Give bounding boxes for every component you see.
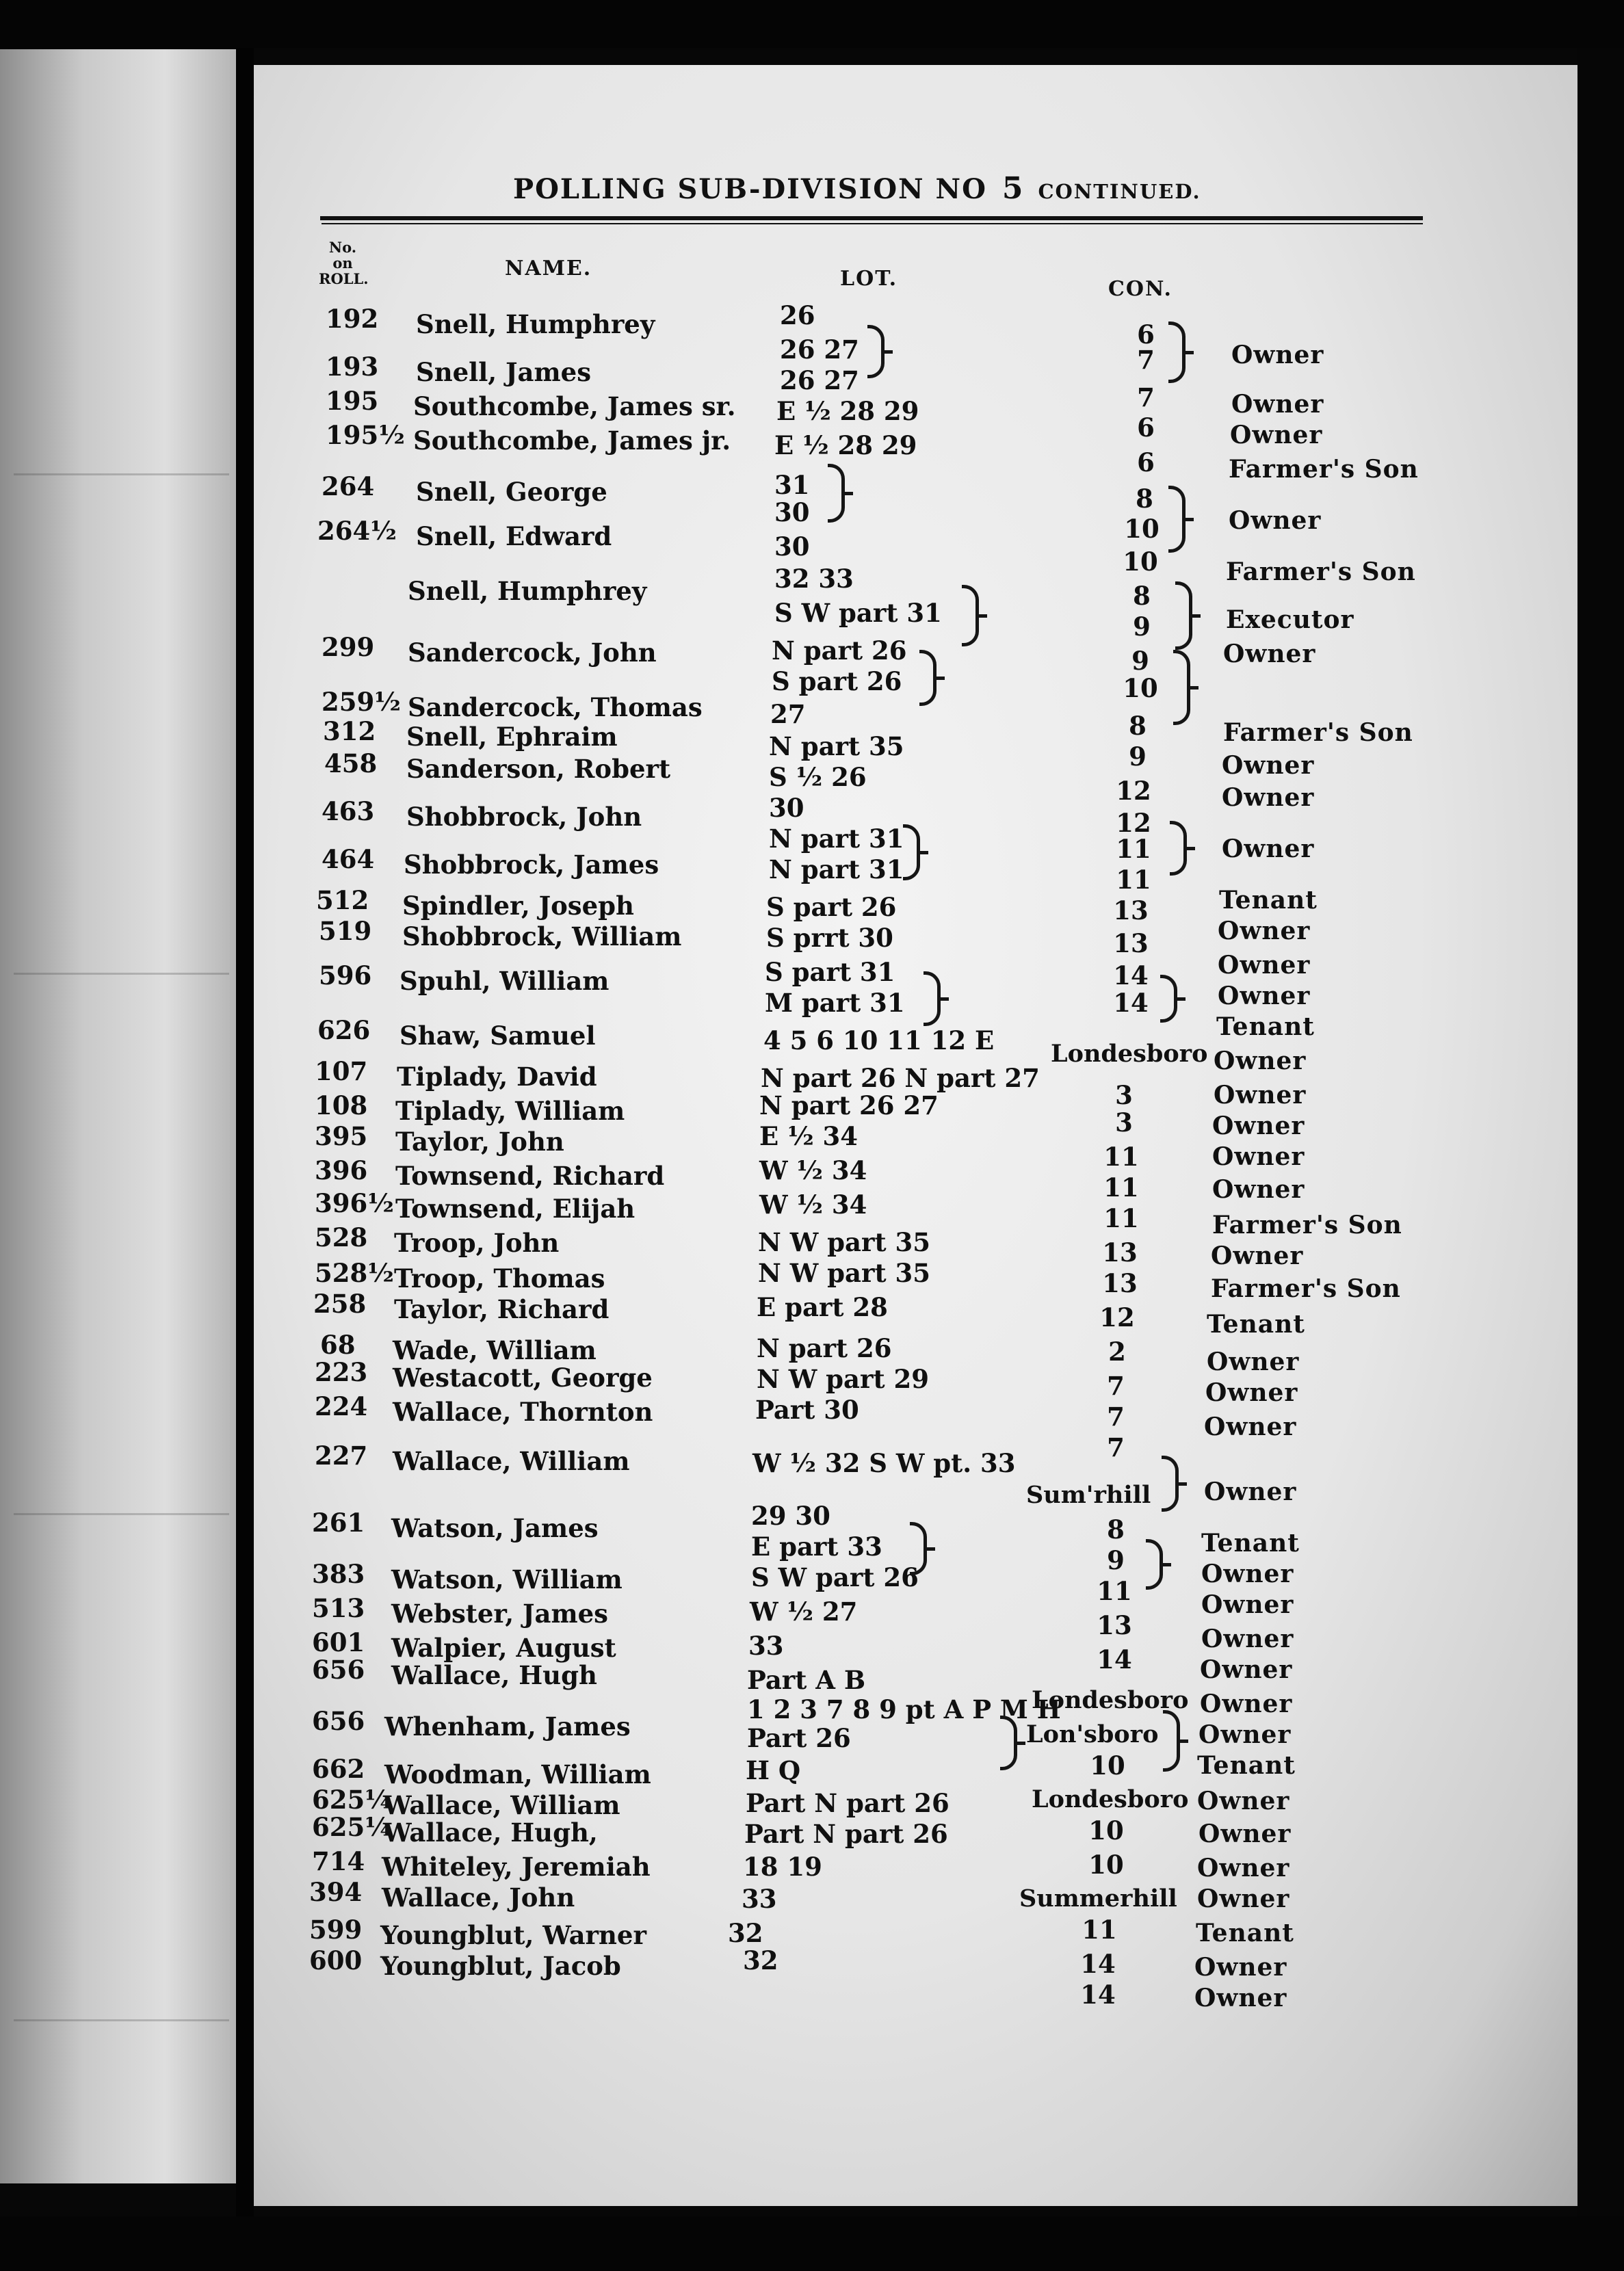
lot-value: Part A B <box>747 1665 866 1695</box>
grouping-brace <box>1168 486 1186 553</box>
concession-value: 7 <box>1137 382 1155 412</box>
concession-value: 7 <box>1137 345 1155 375</box>
concession-value: 7 <box>1107 1432 1125 1462</box>
grouping-brace <box>1163 1710 1180 1772</box>
voter-name: Webster, James <box>391 1599 608 1629</box>
roll-number: 599 <box>309 1915 363 1945</box>
roll-number: 512 <box>316 885 369 915</box>
lot-value: 29 30 <box>751 1501 830 1531</box>
roll-number: 464 <box>322 844 375 874</box>
lot-value: S ½ 26 <box>769 762 867 792</box>
roll-number: 193 <box>326 352 379 382</box>
roll-column-header: No. on ROLL. <box>319 239 369 287</box>
roll-number: 596 <box>319 960 372 990</box>
grouping-brace <box>1162 1456 1179 1512</box>
concession-value: 6 <box>1137 319 1155 350</box>
roll-number: 458 <box>324 748 378 778</box>
voter-status: Farmer's Son <box>1229 455 1419 484</box>
con-column-header: CON. <box>1108 277 1173 301</box>
roll-number: 227 <box>315 1441 368 1471</box>
voter-name: Watson, William <box>391 1564 623 1594</box>
voter-name: Taylor, John <box>395 1127 564 1157</box>
voter-status: Owner <box>1197 1885 1290 1913</box>
lot-value: S W part 31 <box>774 598 942 628</box>
roll-number: 383 <box>312 1559 365 1589</box>
grouping-brace <box>919 650 937 706</box>
voter-status: Owner <box>1194 1953 1287 1982</box>
voter-name: Wallace, John <box>382 1882 575 1913</box>
concession-value: Londesboro <box>1051 1040 1208 1068</box>
voter-name: Snell, James <box>416 357 592 387</box>
roll-number: 656 <box>312 1655 365 1685</box>
lot-value: N part 26 <box>772 635 907 666</box>
lot-value: S part 26 <box>772 666 902 696</box>
voter-name: Shobbrock, James <box>404 850 659 880</box>
concession-value: 6 <box>1137 447 1155 477</box>
roll-number: 528½ <box>315 1258 394 1288</box>
concession-value: 14 <box>1113 960 1149 990</box>
voter-name: Wade, William <box>393 1335 597 1365</box>
roll-number: 656 <box>312 1706 365 1736</box>
grouping-brace <box>903 824 920 880</box>
roll-number: 625¼ <box>312 1785 391 1815</box>
concession-value: 9 <box>1129 741 1147 772</box>
voter-name: Shobbrock, William <box>402 921 682 951</box>
voter-name: Whenham, James <box>384 1711 631 1742</box>
roll-number: 299 <box>322 632 375 662</box>
lot-value: 32 <box>743 1945 778 1975</box>
lot-value: E part 33 <box>751 1532 882 1562</box>
voter-name: Wallace, Hugh, <box>383 1817 598 1848</box>
voter-status: Owner <box>1212 1142 1305 1171</box>
concession-value: 7 <box>1107 1371 1125 1401</box>
voter-status: Owner <box>1212 1112 1305 1140</box>
roll-number: 528 <box>315 1222 368 1252</box>
voter-name: Southcombe, James jr. <box>413 425 731 456</box>
voter-status: Tenant <box>1219 886 1318 915</box>
lot-value: S prrt 30 <box>766 923 893 953</box>
voter-status: Owner <box>1201 1590 1294 1619</box>
voter-status: Owner <box>1230 421 1323 449</box>
roll-number: 513 <box>312 1593 365 1623</box>
grouping-brace <box>924 971 941 1026</box>
grouping-brace <box>1168 321 1186 383</box>
voter-name: Spuhl, William <box>400 966 610 996</box>
voter-status: Owner <box>1231 390 1324 419</box>
concession-value: 11 <box>1116 865 1151 895</box>
roll-number: 195½ <box>326 420 405 450</box>
voter-status: Tenant <box>1196 1919 1294 1947</box>
voter-status: Owner <box>1214 1081 1307 1110</box>
roll-number: 601 <box>312 1627 365 1657</box>
roll-number: 625¼ <box>312 1812 391 1842</box>
roll-number: 192 <box>326 304 379 334</box>
lot-value: 1 2 3 7 8 9 pt A P M H <box>747 1694 1061 1724</box>
concession-value: 11 <box>1097 1576 1132 1606</box>
voter-name: Wallace, Hugh <box>391 1660 597 1690</box>
roll-number: 195 <box>326 386 379 416</box>
lot-value: Part 30 <box>755 1395 859 1425</box>
roll-number: 224 <box>315 1391 368 1421</box>
concession-value: 12 <box>1116 808 1151 838</box>
concession-value: 10 <box>1123 673 1158 703</box>
concession-value: 10 <box>1090 1750 1125 1781</box>
lot-value: 33 <box>748 1631 784 1661</box>
concession-value: 3 <box>1115 1107 1133 1138</box>
lot-value: 26 27 <box>780 365 859 395</box>
roll-number: 714 <box>312 1846 365 1876</box>
lot-value: 30 <box>774 531 810 562</box>
concession-value: 11 <box>1103 1172 1139 1203</box>
lot-value: 33 <box>742 1884 777 1914</box>
voter-status: Owner <box>1197 1787 1290 1815</box>
lot-value: E ½ 34 <box>759 1121 859 1151</box>
concession-value: 7 <box>1107 1402 1125 1432</box>
roll-number: 107 <box>315 1056 368 1086</box>
name-column-header: NAME. <box>505 257 592 280</box>
roll-number: 395 <box>315 1121 368 1151</box>
roll-number: 394 <box>309 1877 363 1907</box>
voter-status: Owner <box>1201 1625 1294 1653</box>
voter-name: Wallace, William <box>393 1446 630 1476</box>
concession-value: Londesboro <box>1032 1686 1189 1714</box>
roll-number: 626 <box>317 1015 371 1045</box>
concession-value: 6 <box>1137 412 1155 443</box>
voter-status: Owner <box>1197 1854 1290 1882</box>
concession-value: 12 <box>1099 1302 1135 1333</box>
lot-value: W ½ 34 <box>759 1155 867 1185</box>
voter-status: Owner <box>1207 1348 1300 1376</box>
concession-value: Londesboro <box>1032 1785 1189 1813</box>
lot-value: 31 <box>774 470 810 500</box>
voter-name: Sandercock, John <box>408 638 657 668</box>
voter-status: Owner <box>1222 783 1315 812</box>
concession-value: Sum'rhill <box>1026 1481 1151 1509</box>
roll-number: 264 <box>322 471 375 501</box>
roll-number: 108 <box>315 1090 368 1120</box>
voter-status: Farmer's Son <box>1211 1274 1401 1303</box>
voter-status: Owner <box>1200 1690 1293 1718</box>
voter-name: Snell, George <box>416 477 607 507</box>
voter-name: Tiplady, David <box>397 1062 597 1092</box>
title-text: POLLING SUB-DIVISION NO <box>513 173 987 205</box>
voter-status: Tenant <box>1197 1751 1296 1780</box>
voter-name: Youngblut, Jacob <box>380 1951 621 1981</box>
voter-status: Farmer's Son <box>1223 718 1413 747</box>
grouping-brace <box>1170 821 1187 876</box>
lot-value: N part 35 <box>769 731 904 761</box>
voter-name: Troop, John <box>394 1228 560 1258</box>
lot-value: 26 <box>780 300 815 330</box>
voter-status: Owner <box>1194 1984 1287 2012</box>
lot-value: Part 26 <box>747 1723 851 1753</box>
voter-name: Shobbrock, John <box>406 802 642 832</box>
concession-value: 13 <box>1102 1268 1138 1298</box>
roll-number: 519 <box>319 916 372 946</box>
voter-status: Owner <box>1218 917 1311 945</box>
lot-value: W ½ 34 <box>759 1190 867 1220</box>
concession-value: 13 <box>1113 895 1149 926</box>
lot-value: N part 31 <box>769 854 904 884</box>
lot-value: S part 31 <box>765 957 895 987</box>
lot-value: E ½ 28 29 <box>774 430 917 460</box>
concession-value: 14 <box>1097 1644 1132 1675</box>
voter-status: Owner <box>1211 1242 1304 1270</box>
concession-value: 14 <box>1113 988 1149 1018</box>
grouping-brace <box>1175 581 1192 650</box>
concession-value: 11 <box>1103 1203 1139 1233</box>
voter-name: Sandercock, Thomas <box>408 692 703 722</box>
voter-name: Shaw, Samuel <box>400 1021 596 1051</box>
lot-value: 32 <box>728 1918 763 1948</box>
roll-number: 463 <box>322 796 375 826</box>
voter-status: Owner <box>1199 1720 1292 1749</box>
concession-value: 13 <box>1113 928 1149 958</box>
lot-value: Part N part 26 <box>746 1788 949 1818</box>
lot-value: N W part 35 <box>758 1258 930 1288</box>
voter-name: Southcombe, James sr. <box>413 391 736 421</box>
voter-name: Westacott, George <box>393 1363 653 1393</box>
concession-value: 8 <box>1129 711 1147 741</box>
lot-value: E part 28 <box>757 1292 888 1322</box>
voter-status: Owner <box>1205 1378 1298 1407</box>
voter-status: Owner <box>1218 982 1311 1010</box>
concession-value: 13 <box>1097 1610 1132 1640</box>
voter-name: Whiteley, Jeremiah <box>382 1852 651 1882</box>
concession-value: Lon'sboro <box>1026 1720 1159 1748</box>
voter-status: Owner <box>1199 1820 1292 1848</box>
concession-value: 11 <box>1116 834 1151 864</box>
concession-value: 14 <box>1080 1949 1116 1979</box>
lot-value: N part 26 <box>757 1333 892 1363</box>
voter-status: Owner <box>1223 640 1316 668</box>
voter-status: Farmer's Son <box>1212 1211 1402 1239</box>
voter-status: Owner <box>1204 1478 1297 1506</box>
concession-value: 8 <box>1107 1514 1125 1545</box>
lot-value: W ½ 27 <box>750 1597 858 1627</box>
voter-name: Townsend, Elijah <box>395 1194 636 1224</box>
voter-status: Owner <box>1222 751 1315 780</box>
voter-name: Townsend, Richard <box>395 1161 665 1191</box>
grouping-brace <box>1146 1539 1163 1590</box>
grouping-brace <box>867 325 885 378</box>
grouping-brace <box>1000 1716 1017 1770</box>
lot-value: N part 26 27 <box>759 1090 939 1120</box>
grouping-brace <box>910 1522 927 1575</box>
voter-status: Executor <box>1226 605 1354 634</box>
voter-name: Snell, Edward <box>416 521 612 551</box>
voter-name: Walpier, August <box>391 1633 616 1663</box>
voter-name: Wallace, William <box>383 1790 620 1820</box>
lot-value: S part 26 <box>766 892 897 922</box>
lot-value: H Q <box>746 1755 801 1785</box>
voter-name: Watson, James <box>391 1513 599 1543</box>
voter-name: Snell, Humphrey <box>408 576 647 606</box>
roll-number: 662 <box>312 1754 365 1784</box>
voter-name: Spindler, Joseph <box>402 891 634 921</box>
roll-number: 223 <box>315 1357 368 1387</box>
lot-value: M part 31 <box>765 988 905 1018</box>
lot-value: 30 <box>774 497 810 527</box>
lot-value: N W part 35 <box>758 1227 930 1257</box>
roll-number: 258 <box>313 1289 367 1319</box>
grouping-brace <box>962 585 979 646</box>
voter-name: Snell, Humphrey <box>416 309 655 339</box>
voter-status: Owner <box>1222 835 1315 863</box>
concession-value: 9 <box>1133 612 1151 642</box>
concession-value: 11 <box>1082 1915 1117 1945</box>
concession-value: 10 <box>1124 514 1160 544</box>
roll-number: 261 <box>312 1508 365 1538</box>
lot-value: 27 <box>770 699 806 729</box>
concession-value: 3 <box>1115 1080 1133 1110</box>
concession-value: 8 <box>1136 484 1153 514</box>
roll-number: 68 <box>320 1330 356 1360</box>
concession-value: 9 <box>1131 646 1149 676</box>
lot-column-header: LOT. <box>840 267 898 291</box>
concession-value: 12 <box>1116 776 1151 806</box>
concession-value: 10 <box>1123 547 1158 577</box>
roll-number: 259½ <box>322 687 401 717</box>
lot-value: 18 19 <box>743 1852 822 1882</box>
concession-value: 10 <box>1088 1850 1124 1880</box>
grouping-brace <box>1173 650 1190 725</box>
voter-name: Taylor, Richard <box>394 1294 610 1324</box>
voter-status: Owner <box>1231 341 1324 369</box>
voter-name: Troop, Thomas <box>394 1263 605 1294</box>
concession-value: 11 <box>1103 1142 1139 1172</box>
voter-status: Tenant <box>1201 1529 1300 1558</box>
voter-name: Tiplady, William <box>395 1096 625 1126</box>
roll-number: 312 <box>323 716 376 746</box>
voter-name: Youngblut, Warner <box>380 1920 646 1950</box>
lot-value: N part 31 <box>769 824 904 854</box>
voter-status: Owner <box>1200 1655 1293 1684</box>
lot-value: 30 <box>769 793 804 823</box>
roll-number: 396 <box>315 1155 368 1185</box>
voter-name: Sanderson, Robert <box>406 754 671 784</box>
grouping-brace <box>1160 975 1177 1023</box>
voter-name: Wallace, Thornton <box>393 1397 653 1427</box>
lot-value: 4 5 6 10 11 12 E <box>763 1025 995 1055</box>
voter-status: Owner <box>1214 1047 1307 1075</box>
lot-value: S W part 26 <box>751 1562 919 1592</box>
concession-value: 13 <box>1102 1237 1138 1268</box>
grouping-brace <box>828 464 845 523</box>
voter-status: Owner <box>1204 1413 1297 1441</box>
concession-value: 10 <box>1088 1815 1124 1846</box>
voter-status: Owner <box>1218 951 1311 980</box>
lot-value: N part 26 N part 27 <box>761 1063 1040 1093</box>
voter-status: Owner <box>1212 1175 1305 1204</box>
voter-status: Owner <box>1201 1560 1294 1588</box>
roll-number: 264½ <box>317 516 397 546</box>
subdivision-number: 5 <box>1001 171 1025 206</box>
lot-value: 32 33 <box>774 564 854 594</box>
lot-value: E ½ 28 29 <box>776 396 919 426</box>
voter-status: Tenant <box>1207 1310 1305 1339</box>
concession-value: 9 <box>1107 1545 1125 1575</box>
lot-value: W ½ 32 S W pt. 33 <box>752 1448 1016 1478</box>
roll-number: 600 <box>309 1945 363 1975</box>
concession-value: 2 <box>1108 1337 1126 1367</box>
concession-value: 14 <box>1080 1980 1116 2010</box>
lot-value: N W part 29 <box>757 1364 929 1394</box>
voter-status: Tenant <box>1216 1012 1315 1041</box>
roll-number: 396½ <box>315 1188 394 1218</box>
voter-name: Woodman, William <box>384 1759 651 1789</box>
voter-status: Farmer's Son <box>1226 557 1416 586</box>
voter-status: Owner <box>1229 506 1322 535</box>
lot-value: Part N part 26 <box>744 1819 948 1849</box>
voter-name: Snell, Ephraim <box>406 722 618 752</box>
concession-value: Summerhill <box>1019 1885 1177 1913</box>
continued-label: CONTINUED. <box>1038 180 1201 203</box>
lot-value: 26 27 <box>780 334 859 365</box>
concession-value: 8 <box>1133 581 1151 611</box>
